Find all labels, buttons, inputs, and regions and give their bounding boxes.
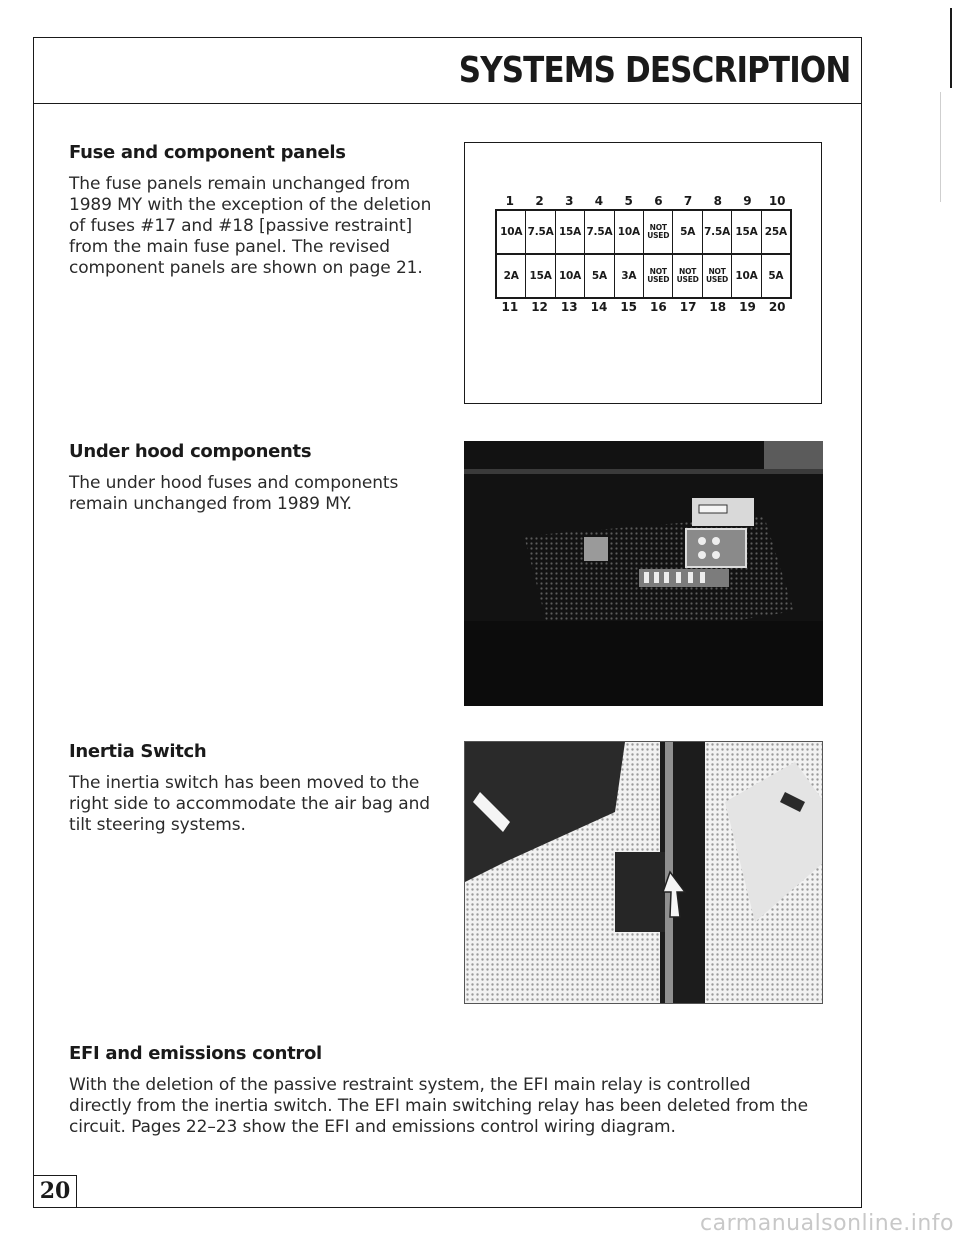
watermark: carmanualsonline.info	[700, 1211, 954, 1236]
fuse-rating: 7.5A	[585, 211, 614, 253]
inertia-switch-photo	[464, 741, 823, 1004]
fuse-panel	[495, 193, 792, 315]
fuse-rating: 7.5A	[703, 211, 732, 253]
fuse-rating: NOT USED	[644, 211, 673, 253]
fuse-rating: 10A	[732, 255, 761, 297]
fuse-number: 6	[654, 194, 663, 208]
fuse-rating: 3A	[615, 255, 644, 297]
fuse-rating: 5A	[768, 270, 784, 282]
fuse-rating: 10A	[615, 211, 644, 253]
fuse-rating: NOT USED	[673, 255, 702, 297]
binding-edge-rule	[940, 92, 941, 202]
fuse-number: 7	[683, 194, 693, 208]
fuse-rating: 15A	[556, 211, 585, 253]
fuse-rating: NOT USED	[703, 255, 732, 297]
fuse-rating: NOT USED	[644, 255, 673, 297]
fuse-rating: 7.5A	[526, 211, 555, 253]
section-heading: Inertia Switch	[69, 741, 207, 762]
section-heading: Under hood components	[69, 441, 312, 462]
page-number: 20	[33, 1175, 77, 1208]
fuse-rating: 5A	[673, 211, 702, 253]
fuse-number: 16	[650, 300, 667, 314]
fuse-number: 11	[501, 300, 519, 314]
fuse-rating: 5A	[585, 255, 614, 297]
section-heading: EFI and emissions control	[69, 1043, 322, 1064]
fuse-number: 1	[505, 194, 515, 208]
fuse-rating: 15A	[732, 211, 761, 253]
fuse-number: 2	[535, 194, 544, 208]
fuse-number: 4	[594, 194, 604, 208]
fuse-number: 3	[565, 194, 574, 208]
fuse-number: 8	[713, 194, 722, 208]
section-inertia-switch	[69, 741, 439, 836]
fuse-grid	[495, 209, 792, 299]
section-body: With the deletion of the passive restraint system, the EFI main relay is controlled directly from the inertia switch. The EFI main switching relay has been deleted from the circuit. Pages 22–23 show the EFI and emissions control wiring diagram.	[69, 1075, 808, 1137]
fuse-numbers-bottom	[495, 299, 792, 315]
fuse-rating: 15A	[526, 255, 555, 297]
fuse-numbers-top	[495, 193, 792, 209]
fuse-number: 18	[709, 300, 727, 314]
binding-edge-mark	[950, 8, 952, 88]
section-body: The under hood fuses and components remain unchanged from 1989 MY.	[69, 473, 399, 514]
fuse-rating: 2A	[497, 255, 526, 297]
page-title: SYSTEMS DESCRIPTION	[458, 50, 850, 91]
fuse-rating: 25A	[764, 226, 787, 238]
fuse-number: 19	[739, 300, 756, 314]
section-fuse-panels	[69, 142, 439, 279]
fuse-rating: 10A	[556, 255, 585, 297]
header-rule	[33, 103, 862, 104]
fuse-number: 9	[743, 194, 752, 208]
fuse-number: 15	[620, 300, 638, 314]
section-heading: Fuse and component panels	[69, 142, 346, 163]
fuse-number: 17	[679, 300, 697, 314]
fuse-panel-diagram	[464, 142, 822, 404]
section-under-hood	[69, 441, 439, 515]
fuse-number: 14	[590, 300, 608, 314]
fuse-number: 20	[768, 300, 786, 314]
fuse-number: 5	[624, 194, 633, 208]
fuse-row-bottom	[497, 255, 790, 297]
fuse-number: 10	[768, 194, 786, 208]
fuse-row-top	[497, 211, 790, 255]
fuse-number: 12	[531, 300, 548, 314]
section-efi-emissions	[69, 1043, 809, 1138]
section-body: The fuse panels remain unchanged from 1989 MY with the exception of the deletion of fuses #17 and #18 [passive restraint] from the main fuse panel. The revised component panels are shown on page 21.	[69, 174, 432, 278]
under-hood-photo	[464, 441, 823, 706]
section-body: The inertia switch has been moved to the right side to accommodate the air bag and tilt steering systems.	[69, 773, 430, 835]
fuse-number: 13	[560, 300, 578, 314]
fuse-rating: 10A	[497, 211, 526, 253]
